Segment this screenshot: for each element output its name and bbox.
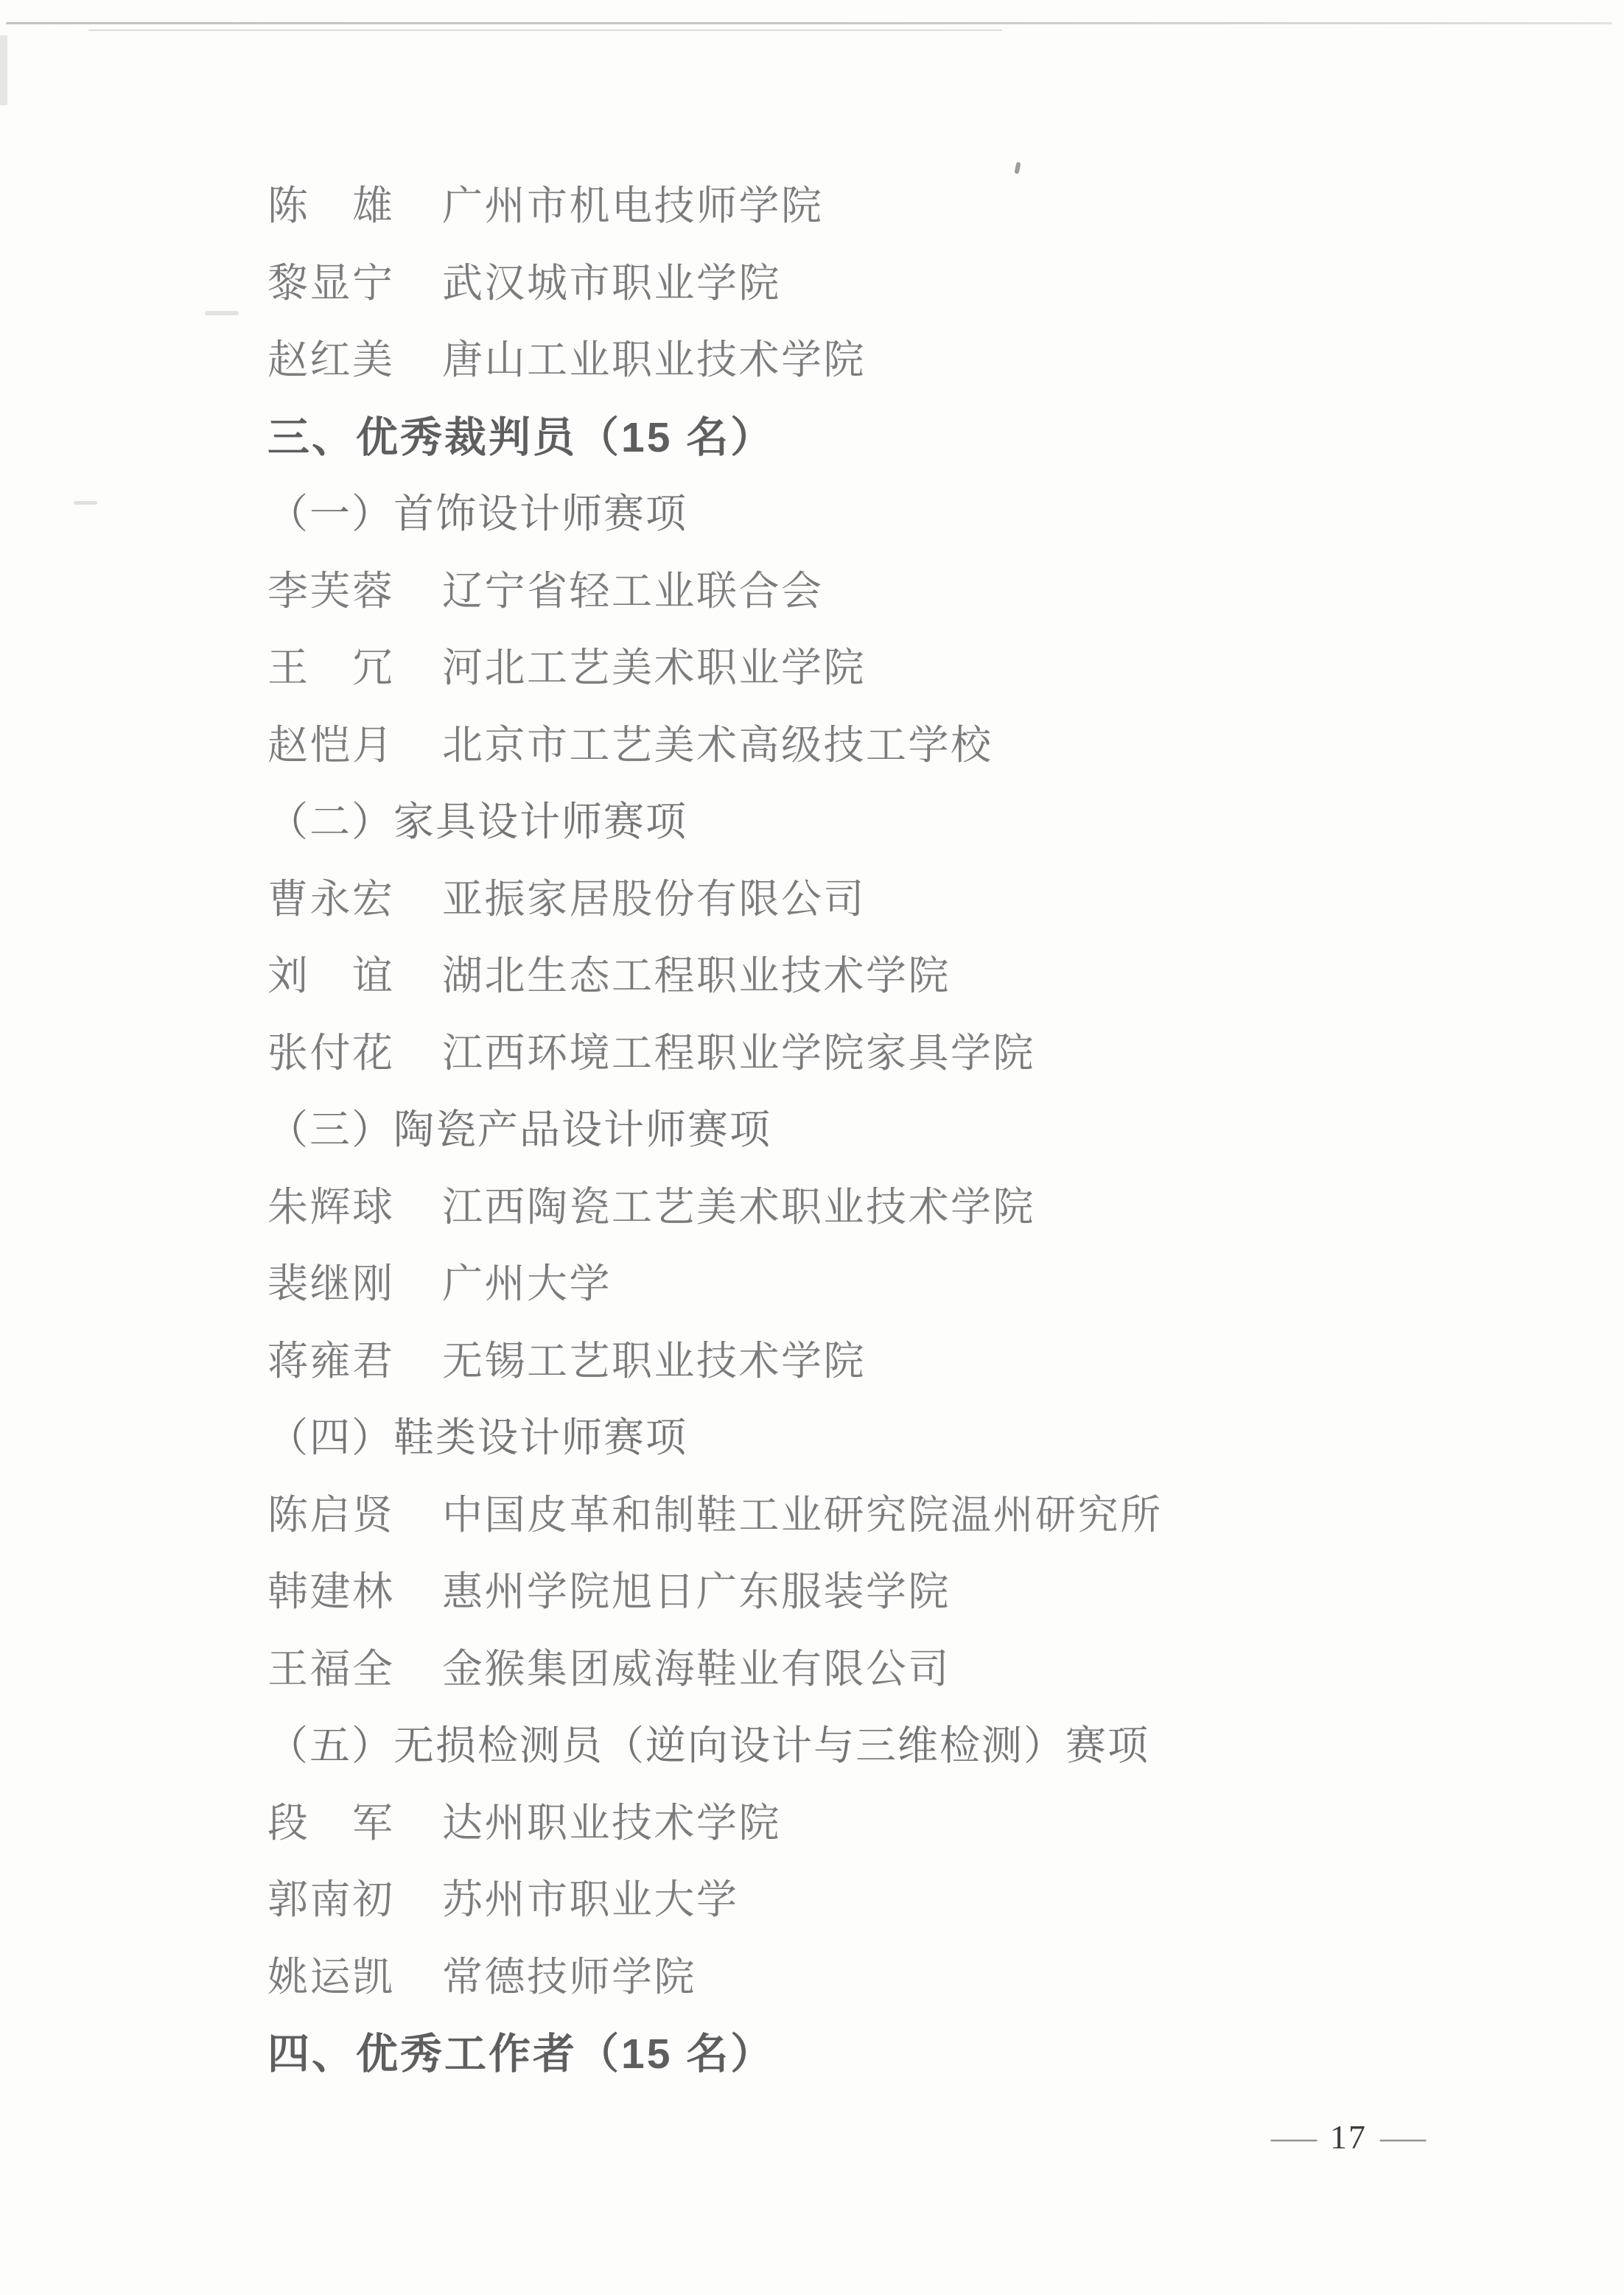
section-heading: 三、优秀裁判员（15 名） bbox=[267, 413, 775, 461]
subsection-heading: （三）陶瓷产品设计师赛项 bbox=[267, 1107, 772, 1152]
person-name: 赵恺月 bbox=[267, 722, 393, 768]
award-entry-row bbox=[267, 1785, 1564, 1863]
organization-name: 金猴集团威海鞋业有限公司 bbox=[442, 1646, 951, 1692]
page-number bbox=[1238, 2112, 1459, 2163]
organization-name: 辽宁省轻工业联合会 bbox=[442, 568, 824, 614]
person-name: 王福全 bbox=[267, 1646, 393, 1692]
organization-name: 常德技师学院 bbox=[442, 1954, 697, 2000]
scan-artifact-edge-smudge bbox=[0, 35, 7, 105]
award-entry-row bbox=[267, 168, 1564, 245]
organization-name: 广州大学 bbox=[442, 1261, 612, 1306]
organization-name: 中国皮革和制鞋工业研究院温州研究所 bbox=[442, 1492, 1163, 1538]
page-number-right-dash: — bbox=[1379, 2118, 1427, 2156]
person-name: 段 军 bbox=[267, 1800, 393, 1846]
organization-name: 江西环境工程职业学院家具学院 bbox=[442, 1030, 1036, 1076]
section-heading: 四、优秀工作者（15 名） bbox=[267, 2031, 775, 2078]
subsection-heading: （一）首饰设计师赛项 bbox=[267, 491, 688, 536]
person-name: 姚运凯 bbox=[267, 1954, 393, 2000]
award-entry-row bbox=[267, 630, 1564, 707]
person-name: 陈 雄 bbox=[267, 183, 393, 228]
person-name: 韩建林 bbox=[267, 1569, 393, 1614]
person-name: 曹永宏 bbox=[267, 876, 393, 922]
organization-name: 唐山工业职业技术学院 bbox=[442, 337, 867, 382]
award-entry-row bbox=[267, 1323, 1564, 1401]
award-entry-row bbox=[267, 1246, 1564, 1323]
subsection-heading: （五）无损检测员（逆向设计与三维检测）赛项 bbox=[267, 1723, 1150, 1768]
organization-name: 湖北生态工程职业技术学院 bbox=[442, 953, 951, 998]
organization-name: 苏州市职业大学 bbox=[442, 1877, 739, 1922]
organization-name: 惠州学院旭日广东服装学院 bbox=[442, 1569, 951, 1614]
page-number-value: 17 bbox=[1330, 2118, 1367, 2156]
organization-name: 江西陶瓷工艺美术职业技术学院 bbox=[442, 1184, 1036, 1230]
scan-artifact-top-line-2 bbox=[88, 29, 1002, 31]
award-entry-row bbox=[267, 707, 1564, 785]
document-lines bbox=[267, 168, 1564, 2093]
person-name: 蒋雍君 bbox=[267, 1338, 393, 1384]
award-entry-row bbox=[267, 1631, 1564, 1709]
page-number-left-dash: — bbox=[1270, 2118, 1317, 2156]
organization-name: 武汉城市职业学院 bbox=[442, 260, 782, 306]
organization-name: 广州市机电技师学院 bbox=[442, 183, 824, 228]
award-entry-row bbox=[267, 1169, 1564, 1247]
subsection-heading: （四）鞋类设计师赛项 bbox=[267, 1415, 688, 1460]
award-entry-row bbox=[267, 938, 1564, 1015]
person-name: 刘 谊 bbox=[267, 953, 393, 998]
person-name: 陈启贤 bbox=[267, 1492, 393, 1538]
award-entry-row bbox=[267, 1477, 1564, 1555]
person-name: 郭南初 bbox=[267, 1877, 393, 1922]
person-name: 裴继刚 bbox=[267, 1261, 393, 1306]
award-entry-row bbox=[267, 1554, 1564, 1631]
person-name: 朱辉球 bbox=[267, 1184, 393, 1230]
organization-name: 河北工艺美术职业学院 bbox=[442, 645, 867, 690]
person-name: 李芙蓉 bbox=[267, 568, 393, 614]
award-entry-row bbox=[267, 1862, 1564, 1939]
person-name: 王 冗 bbox=[267, 645, 393, 690]
award-entry-row bbox=[267, 1015, 1564, 1093]
person-name: 赵红美 bbox=[267, 337, 393, 382]
subsection-heading: （二）家具设计师赛项 bbox=[267, 799, 688, 844]
award-entry-row bbox=[267, 245, 1564, 323]
organization-name: 无锡工艺职业技术学院 bbox=[442, 1338, 867, 1384]
award-entry-row bbox=[267, 861, 1564, 939]
person-name: 黎显宁 bbox=[267, 260, 393, 306]
organization-name: 北京市工艺美术高级技工学校 bbox=[442, 722, 993, 768]
person-name: 张付花 bbox=[267, 1030, 393, 1076]
organization-name: 达州职业技术学院 bbox=[442, 1800, 782, 1846]
scan-artifact-top-line bbox=[6, 22, 1612, 24]
award-entry-row bbox=[267, 553, 1564, 631]
scan-artifact-speck bbox=[74, 501, 97, 505]
award-entry-row bbox=[267, 1939, 1564, 2017]
scan-artifact-speck bbox=[205, 311, 239, 315]
award-entry-row bbox=[267, 322, 1564, 399]
organization-name: 亚振家居股份有限公司 bbox=[442, 876, 867, 922]
